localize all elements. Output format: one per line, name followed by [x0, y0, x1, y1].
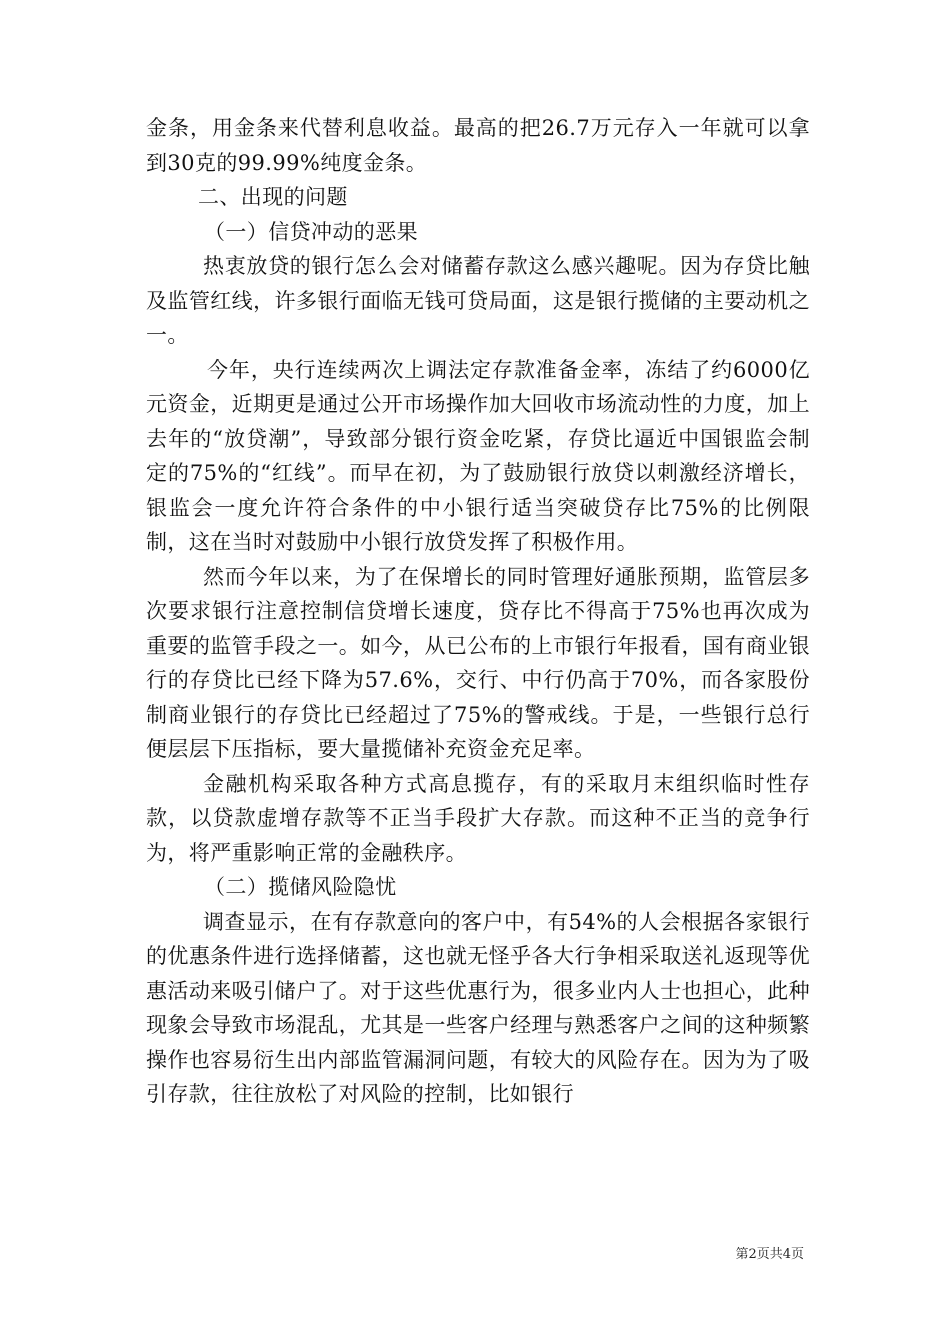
paragraph: 今年，央行连续两次上调法定存款准备金率，冻结了约6000亿元资金，近期更是通过公开市场操作加大回收市场流动性的力度，加上去年的“放贷潮”，导致部分银行资金吃紧，存贷比逼近中国银监会制定的75%的“红线”。而早在初，为了鼓励银行放贷以刺激经济增长，银监会一度允许符合条件的中小银行适当突破贷存比75%的比例限制，这在当时对鼓励中小银行放贷发挥了积极作用。 — [146, 357, 810, 554]
document-body — [146, 111, 810, 1112]
subsection-heading: （一）信贷冲动的恶果 — [204, 219, 418, 244]
paragraph-continuation: 金条，用金条来代替利息收益。最高的把26.7万元存入一年就可以拿到30克的99.99%纯度金条。 — [146, 116, 810, 175]
section-heading: 二、出现的问题 — [198, 185, 348, 209]
paragraph: 调查显示，在有存款意向的客户中，有54%的人会根据各家银行的优惠条件进行选择储蓄，这也就无怪乎各大行争相采取送礼返现等优惠活动来吸引储户了。对于这些优惠行为，很多业内人士也担心，此种现象会导致市场混乱，尤其是一些客户经理与熟悉客户之间的这种频繁操作也容易衍生出内部监管漏洞问题，有较大的风险存在。因为为了吸引存款，往往放松了对风险的控制，比如银行 — [146, 909, 810, 1106]
paragraph: 热衷放贷的银行怎么会对储蓄存款这么感兴趣呢。因为存贷比触及监管红线，许多银行面临无钱可贷局面，这是银行揽储的主要动机之一。 — [146, 254, 810, 347]
paragraph: 然而今年以来，为了在保增长的同时管理好通胀预期，监管层多次要求银行注意控制信贷增长速度，贷存比不得高于75%也再次成为重要的监管手段之一。如今，从已公布的上市银行年报看，国有商业银行的存贷比已经下降为57.6%，交行、中行仍高于70%，而各家股份制商业银行的存贷比已经超过了75%的警戒线。于是，一些银行总行便层层下压指标，要大量揽储补充资金充足率。 — [146, 564, 810, 761]
paragraph: 金融机构采取各种方式高息揽存，有的采取月末组织临时性存款，以贷款虚增存款等不正当手段扩大存款。而这种不正当的竞争行为，将严重影响正常的金融秩序。 — [146, 771, 810, 865]
page-number-footer: 第2页共4页 — [735, 1247, 804, 1262]
subsection-heading: （二）揽储风险隐忧 — [204, 875, 397, 899]
